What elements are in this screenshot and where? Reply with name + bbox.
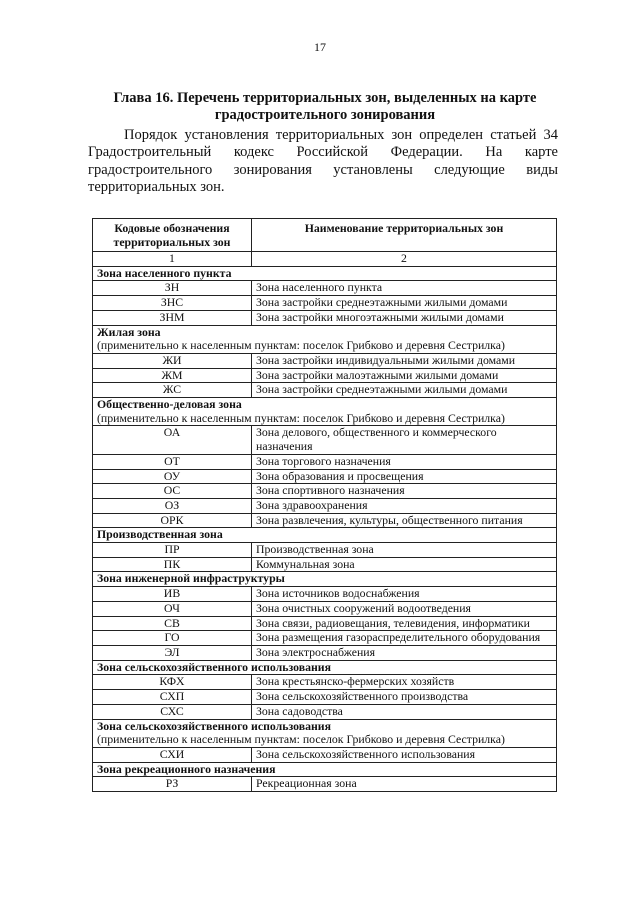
section-title: Зона рекреационного назначения: [97, 761, 276, 776]
zone-name: Зона электроснабжения: [252, 645, 557, 660]
section-title: Жилая зона: [97, 324, 161, 339]
section-title: Производственная зона: [97, 527, 223, 542]
zone-code: ОЗ: [93, 498, 252, 513]
zone-code: ЖМ: [93, 368, 252, 383]
zone-code: ПР: [93, 543, 252, 558]
section-title: Общественно-деловая зона: [97, 397, 242, 412]
table-row: [93, 543, 557, 558]
section-title: Зона сельскохозяйственного использования: [97, 659, 331, 674]
zone-name: Зона сельскохозяйственного производства: [252, 690, 557, 705]
intro-paragraph: Порядок установления территориальных зон определен статьей 34 Градостроительный кодекс Российской Федерации. На карте градостроительного зонирования установлены следующие виды территориальных зон.: [88, 127, 558, 195]
section-heading-row: [93, 572, 557, 587]
zone-name: Зона торгового назначения: [252, 454, 557, 469]
zone-name: Коммунальная зона: [252, 557, 557, 572]
table-row: [93, 426, 557, 454]
table-row: [93, 747, 557, 762]
zone-name: Зона спортивного назначения: [252, 484, 557, 499]
zone-name: Зона здравоохранения: [252, 498, 557, 513]
zone-code: КФХ: [93, 675, 252, 690]
table-row: [93, 704, 557, 719]
table-row: [93, 777, 557, 792]
section-heading: [93, 325, 557, 353]
section-heading: [93, 398, 557, 426]
section-heading: [93, 528, 557, 543]
section-heading-row: [93, 325, 557, 353]
zone-code: ЖС: [93, 383, 252, 398]
section-heading-row: [93, 719, 557, 747]
zone-name: Зона делового, общественного и коммерческого назначения: [252, 426, 557, 454]
zone-code: ИВ: [93, 587, 252, 602]
zone-code: ЗНС: [93, 296, 252, 311]
zone-name: Зона крестьянско-фермерских хозяйств: [252, 675, 557, 690]
section-title: Зона населенного пункта: [97, 265, 232, 280]
section-heading-row: [93, 660, 557, 675]
table-row: [93, 368, 557, 383]
table-row: [93, 631, 557, 646]
header-code: Кодовые обозначения территориальных зон: [93, 219, 252, 252]
zone-code: ЗН: [93, 281, 252, 296]
zone-name: Зона застройки малоэтажными жилыми домами: [252, 368, 557, 383]
section-heading: [93, 572, 557, 587]
table-row: [93, 513, 557, 528]
zone-code: СВ: [93, 616, 252, 631]
zone-name: Зона источников водоснабжения: [252, 587, 557, 602]
zone-name: Зона размещения газораспределительного оборудования: [252, 631, 557, 646]
section-title: Зона инженерной инфраструктуры: [97, 571, 285, 586]
zone-name: Зона застройки среднеэтажными жилыми домами: [252, 296, 557, 311]
table-row: [93, 296, 557, 311]
section-note: (применительно к населенным пунктам: поселок Грибково и деревня Сестрилка): [97, 338, 505, 353]
zone-code: ОС: [93, 484, 252, 499]
zone-name: Зона сельскохозяйственного использования: [252, 747, 557, 762]
table-row: [93, 645, 557, 660]
section-note: (применительно к населенным пунктам: поселок Грибково и деревня Сестрилка): [97, 410, 505, 425]
zone-name: Зона садоводства: [252, 704, 557, 719]
table-header-row: [93, 219, 557, 252]
zone-code: ОЧ: [93, 601, 252, 616]
section-heading: [93, 719, 557, 747]
column-numbers-row: [93, 252, 557, 267]
zone-name: Производственная зона: [252, 543, 557, 558]
zone-name: Зона застройки среднеэтажными жилыми домами: [252, 383, 557, 398]
zone-code: ОУ: [93, 469, 252, 484]
zones-table: [92, 218, 557, 792]
zone-name: Зона развлечения, культуры, общественного питания: [252, 513, 557, 528]
table-row: [93, 557, 557, 572]
zone-code: СХП: [93, 690, 252, 705]
section-heading: [93, 660, 557, 675]
section-heading-row: [93, 762, 557, 777]
table-row: [93, 587, 557, 602]
zone-code: ГО: [93, 631, 252, 646]
table-row: [93, 383, 557, 398]
zone-code: РЗ: [93, 777, 252, 792]
table-row: [93, 469, 557, 484]
table-row: [93, 353, 557, 368]
zone-code: СХИ: [93, 747, 252, 762]
zone-name: Зона населенного пункта: [252, 281, 557, 296]
column-number: 2: [252, 252, 557, 267]
zone-name: Зона связи, радиовещания, телевидения, информатики: [252, 616, 557, 631]
zone-code: ЗНМ: [93, 310, 252, 325]
zone-code: СХС: [93, 704, 252, 719]
page-number: 17: [314, 40, 326, 54]
section-title: Зона сельскохозяйственного использования: [97, 718, 331, 733]
table-row: [93, 310, 557, 325]
zone-code: ОА: [93, 426, 252, 454]
section-heading: [93, 762, 557, 777]
section-heading-row: [93, 398, 557, 426]
table-row: [93, 498, 557, 513]
table-row: [93, 281, 557, 296]
zone-code: ОТ: [93, 454, 252, 469]
zone-name: Зона застройки многоэтажными жилыми домами: [252, 310, 557, 325]
column-number: 1: [93, 252, 252, 267]
table-row: [93, 484, 557, 499]
section-heading: [93, 266, 557, 281]
chapter-title: Глава 16. Перечень территориальных зон, выделенных на карте градостроительного зонирования: [113, 90, 537, 123]
zone-code: ОРК: [93, 513, 252, 528]
zone-name: Зона образования и просвещения: [252, 469, 557, 484]
table-row: [93, 675, 557, 690]
table-row: [93, 454, 557, 469]
zone-name: Зона застройки индивидуальными жилыми домами: [252, 353, 557, 368]
header-name: Наименование территориальных зон: [252, 219, 557, 252]
table-row: [93, 690, 557, 705]
zone-name: Зона очистных сооружений водоотведения: [252, 601, 557, 616]
zone-code: ЭЛ: [93, 645, 252, 660]
table-row: [93, 601, 557, 616]
zone-code: ЖИ: [93, 353, 252, 368]
table-row: [93, 616, 557, 631]
section-heading-row: [93, 266, 557, 281]
section-note: (применительно к населенным пунктам: поселок Грибково и деревня Сестрилка): [97, 732, 505, 747]
zone-code: ПК: [93, 557, 252, 572]
zone-name: Рекреационная зона: [252, 777, 557, 792]
section-heading-row: [93, 528, 557, 543]
